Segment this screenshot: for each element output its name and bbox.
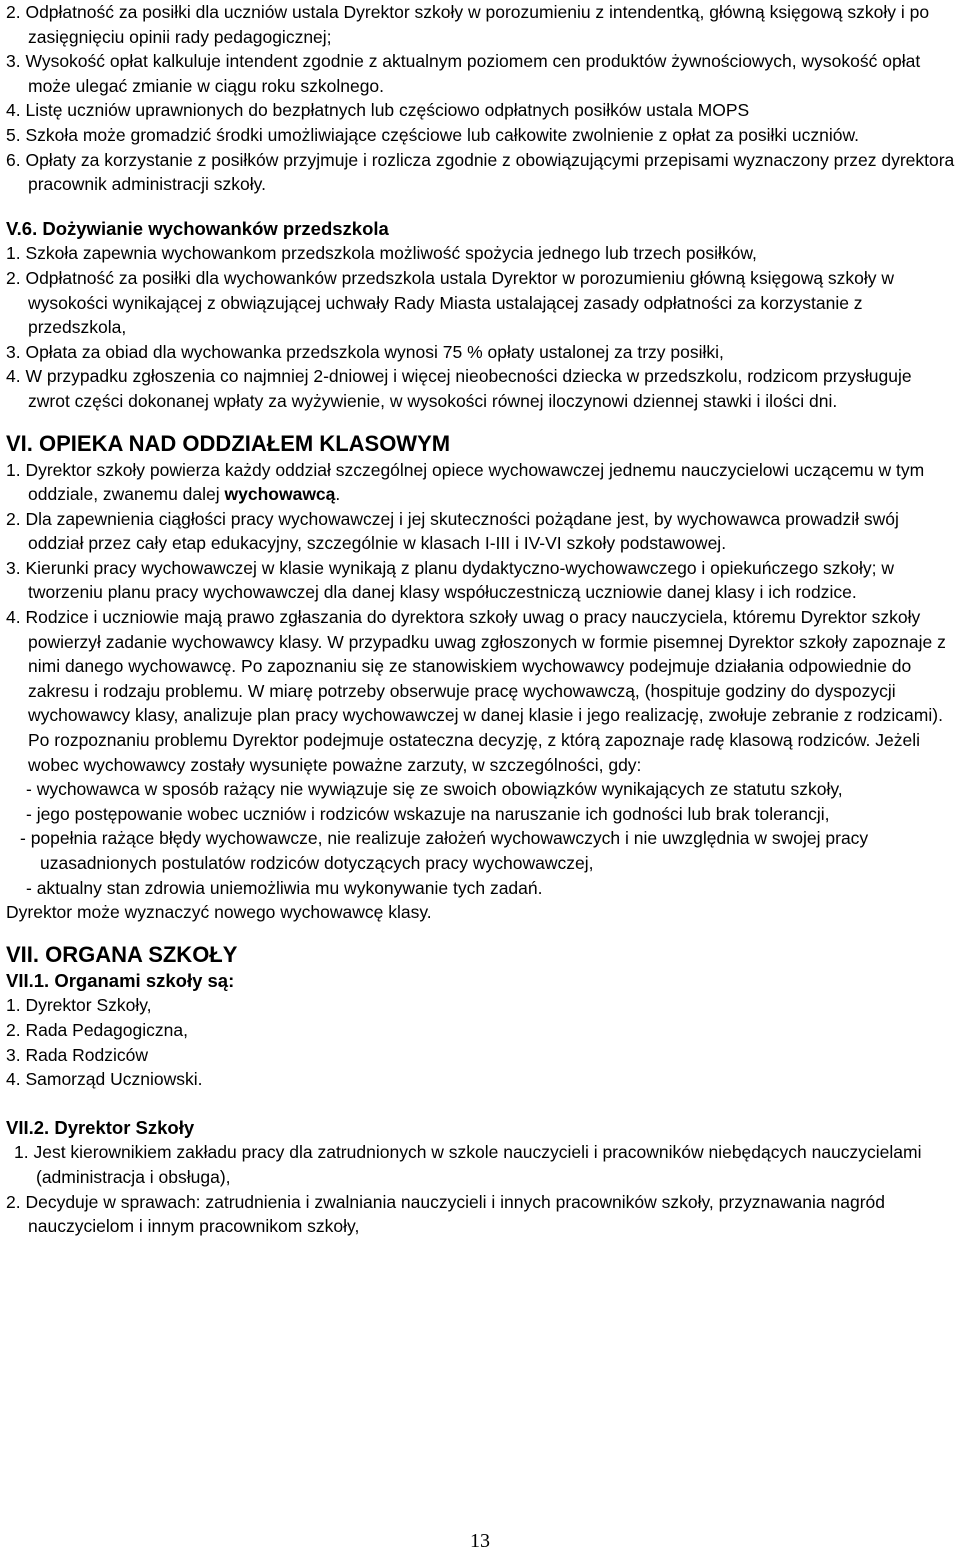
vi-item-1-text: 1. Dyrektor szkoły powierza każdy oddział szczególnej opiece wychowawczej jednemu nauczycielowi uczącemu w tym oddziale, zwanemu dalej xyxy=(6,459,925,505)
v5-item-5: 5. Szkoła może gromadzić środki umożliwiające częściowe lub całkowite zwolnienie z opłat za posiłki uczniów. xyxy=(6,124,860,145)
vi-item-4: 4. Rodzice i uczniowie mają prawo zgłaszania do dyrektora szkoły uwag o pracy nauczyciela, któremu Dyrektor szkoły powierzył zadanie wychowawcy klasy. W przypadku uwag zgłoszonych w formie pisemnej Dyrektor szkoły zapoznaje z nimi danego wychowawcę. Po zapoznaniu się ze stanowiskiem wychowawcy podejmuje działania odpowiednie do zakresu i rodzaju problemu. W miarę potrzeby obserwuje pracę wychowawczą, (hospituje godziny do dyspozycji wychowawcy klasy, analizuje plan pracy wychowawczej w danej klasie i jego realizację, zwołuje zebranie z rodzicami). Po rozpoznaniu problemu Dyrektor podejmuje ostateczna decyzję, z którą zapoznaje radę klasową rodziców. Jeżeli wobec wychowawcy zostały wysunięte poważne zarzuty, w szczególności, gdy: xyxy=(6,607,946,775)
section-v6-heading: V.6. Dożywianie wychowanków przedszkola xyxy=(6,217,389,239)
section-vii-1-heading: VII.1. Organami szkoły są: xyxy=(6,969,235,991)
v5-item-3: 3. Wysokość opłat kalkuluje intendent zgodnie z aktualnym poziomem cen produktów żywnościowych, wysokość opłat może ulegać zmianie w ciągu roku szkolnego. xyxy=(6,51,921,96)
vi-dash-4: - aktualny stan zdrowia uniemożliwia mu wykonywanie tych zadań. xyxy=(26,877,543,898)
vi-item-2: 2. Dla zapewnienia ciągłości pracy wychowawczej i jej skuteczności pożądane jest, by wychowawca prowadził swój oddział przez cały etap edukacyjny, szczególnie w klasach I-III i IV-VI szkoły podstawowej. xyxy=(6,508,899,554)
vi-item-1 xyxy=(6,458,956,507)
vi-dash-1: - wychowawca w sposób rażący nie wywiązuje się ze swoich obowiązków wynikających ze statutu szkoły, xyxy=(26,779,843,800)
page-number: 13 xyxy=(470,1530,490,1552)
v6-item-3: 3. Opłata za obiad dla wychowanka przedszkola wynosi 75 % opłaty ustalonej za trzy posiłki, xyxy=(6,341,724,362)
vi-dash-2: - jego postępowanie wobec uczniów i rodziców wskazuje na naruszanie ich godności lub brak tolerancji, xyxy=(26,803,830,824)
vi-closing: Dyrektor może wyznaczyć nowego wychowawcę klasy. xyxy=(6,902,432,923)
section-vii-heading: VII. ORGANA SZKOŁY xyxy=(6,941,238,967)
v6-item-4: 4. W przypadku zgłoszenia co najmniej 2-dniowej i więcej nieobecności dziecka w przedszkolu, rodzicom przysługuje zwrot części dokonanej wpłaty za wyżywienie, w wysokości równej iloczynowi dziennej stawki i ilości dni. xyxy=(6,366,912,411)
organ-item: 3. Rada Rodziców xyxy=(6,1044,149,1065)
v6-item-1: 1. Szkoła zapewnia wychowankom przedszkola możliwość spożycia jednego lub trzech posiłków, xyxy=(6,243,757,264)
v5-item-6: 6. Opłaty za korzystanie z posiłków przyjmuje i rozlicza zgodnie z obowiązującymi przepisami wyznaczony przez dyrektora pracownik administracji szkoły. xyxy=(6,149,955,195)
vii2-item-1: 1. Jest kierownikiem zakładu pracy dla zatrudnionych w szkole nauczycieli i pracowników niebędących nauczycielami (administracja i obsługa), xyxy=(14,1142,922,1187)
v5-item-2: 2. Odpłatność za posiłki dla uczniów ustala Dyrektor szkoły w porozumieniu z intendentką, główną księgową szkoły i po zasięgnięciu opinii rady pedagogicznej; xyxy=(6,2,930,47)
organ-item: 2. Rada Pedagogiczna, xyxy=(6,1019,188,1040)
v6-item-2: 2. Odpłatność za posiłki dla wychowanków przedszkola ustala Dyrektor w porozumieniu główną księgową szkoły w wysokości wynikającej z obwiązującej uchwały Rady Miasta ustalającej zasady odpłatności za korzystanie z przedszkola, xyxy=(6,267,895,338)
vi-dash-3: - popełnia rażące błędy wychowawcze, nie realizuje założeń wychowawczych i nie uwzględnia w swojej pracy uzasadnionych postulatów rodziców dotyczących pracy wychowawczej, xyxy=(20,828,869,873)
section-vii-2-heading: VII.2. Dyrektor Szkoły xyxy=(6,1116,195,1138)
vi-item-3: 3. Kierunki pracy wychowawczej w klasie wynikają z planu dydaktyczno-wychowawczego i opiekuńczego szkoły; w tworzeniu planu pracy wychowawczej dla danej klasy współuczestniczą uczniowie danej klasy i ich rodzice. xyxy=(6,557,895,603)
document-page xyxy=(6,0,956,1239)
organ-item: 4. Samorząd Uczniowski. xyxy=(6,1069,203,1090)
vi-item-1-end: . xyxy=(335,484,341,505)
organ-item: 1. Dyrektor Szkoły, xyxy=(6,995,152,1016)
vi-item-1-bold: wychowawcą xyxy=(224,484,336,505)
v5-item-4: 4. Listę uczniów uprawnionych do bezpłatnych lub częściowo odpłatnych posiłków ustala MOPS xyxy=(6,100,750,121)
section-vi-heading: VI. OPIEKA NAD ODDZIAŁEM KLASOWYM xyxy=(6,430,451,456)
vii2-item-2: 2. Decyduje w sprawach: zatrudnienia i zwalniania nauczycieli i innych pracowników szkoły, przyznawania nagród nauczycielom i innym pracownikom szkoły, xyxy=(6,1191,885,1237)
